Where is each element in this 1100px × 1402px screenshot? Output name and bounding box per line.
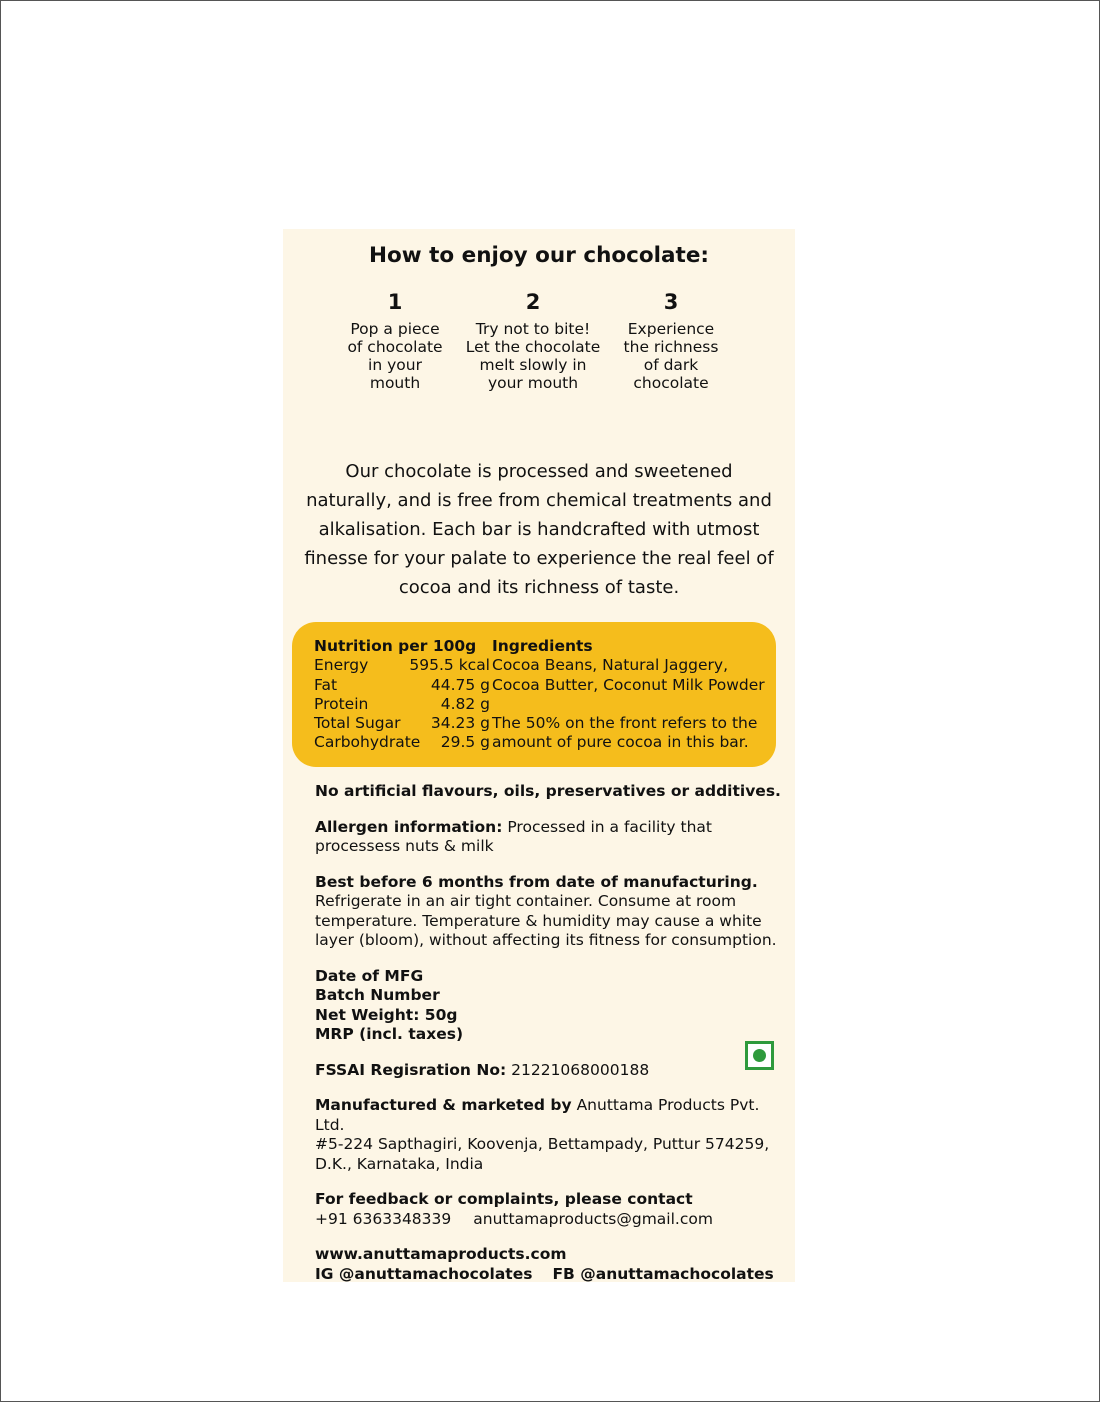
address-line: D.K., Karnataka, India	[315, 1154, 484, 1173]
step-line: Pop a piece	[350, 320, 440, 338]
spacer	[492, 695, 772, 714]
cocoa-note-line: amount of pure cocoa in this bar.	[492, 733, 749, 752]
intro-line: cocoa and its richness of taste.	[398, 577, 680, 598]
storage-line: Refrigerate in an air tight container. Consume at room	[315, 892, 737, 910]
step-line: in your	[368, 356, 422, 374]
step-number: 1	[387, 290, 403, 314]
step-line: Let the chocolate	[465, 338, 601, 356]
instagram-handle: IG @anuttamachocolates	[315, 1264, 533, 1283]
nutrition-row	[314, 714, 490, 733]
nutrient-value: 4.82 g	[440, 694, 490, 713]
heading: How to enjoy our chocolate:	[368, 243, 709, 268]
nutrient-name: Fat	[314, 675, 338, 694]
nutrient-name: Protein	[314, 694, 369, 713]
nutrient-value: 34.23 g	[430, 714, 490, 733]
fssai-label: FSSAI Regisration No:	[315, 1060, 507, 1079]
nutrition-table	[314, 637, 490, 753]
best-before: Best before 6 months from date of manufacturing.	[315, 872, 758, 891]
cocoa-note-line: The 50% on the front refers to the	[492, 714, 758, 733]
step-text	[320, 320, 470, 392]
nutrient-value: 595.5 kcal	[409, 656, 490, 675]
storage-line: layer (bloom), without affecting its fitness for consumption.	[315, 931, 777, 949]
step-line: mouth	[369, 374, 421, 392]
mrp: MRP (incl. taxes)	[315, 1025, 464, 1043]
step-line: your mouth	[487, 374, 579, 392]
intro-line: finesse for your palate to experience the real feel of	[304, 548, 774, 569]
batch-number: Batch Number	[315, 986, 440, 1004]
ingredients-line: Cocoa Beans, Natural Jaggery,	[492, 656, 729, 675]
intro-line: alkalisation. Each bar is handcrafted with utmost	[318, 519, 760, 540]
email-address: anuttamaproducts@gmail.com	[473, 1209, 713, 1228]
step-line: chocolate	[633, 374, 709, 392]
address-line: #5-224 Sapthagiri, Koovenja, Bettampady, Puttur 574259,	[315, 1135, 770, 1153]
vegetarian-mark-icon	[745, 1041, 774, 1070]
step-3	[596, 287, 746, 392]
step-line: of chocolate	[347, 338, 443, 356]
allergen-text: processess nuts & milk	[315, 837, 494, 855]
step-2	[458, 287, 608, 392]
manufacturer-label: Manufactured & marketed by	[315, 1096, 572, 1114]
manufacturer-info	[315, 1096, 785, 1174]
ingredients-section	[492, 637, 772, 753]
nutrition-title: Nutrition per 100g	[314, 637, 477, 655]
manufacturer-name: Anuttama Products Pvt. Ltd.	[315, 1096, 760, 1134]
website: www.anuttamaproducts.com	[315, 1245, 567, 1263]
nutrition-ingredients-box	[292, 622, 776, 767]
feedback-label: For feedback or complaints, please contact	[315, 1190, 693, 1208]
label-panel	[283, 229, 795, 1282]
allergen-label: Allergen information:	[315, 817, 503, 836]
step-number: 2	[525, 290, 541, 314]
product-fields	[315, 967, 785, 1045]
intro-line: Our chocolate is processed and sweetened	[345, 461, 733, 482]
veg-dot	[753, 1049, 766, 1062]
phone-number: +91 6363348339	[315, 1209, 452, 1228]
nutrient-value: 29.5 g	[440, 733, 490, 752]
intro-line: naturally, and is free from chemical treatments and	[306, 490, 772, 511]
no-artificial-note: No artificial flavours, oils, preservatives or additives.	[315, 782, 781, 800]
step-line: Try not to bite!	[475, 320, 591, 338]
step-text	[458, 320, 608, 392]
net-weight: Net Weight: 50g	[315, 1005, 458, 1024]
storage-info	[315, 873, 785, 951]
intro-paragraph	[293, 457, 785, 602]
nutrition-row	[314, 676, 490, 695]
nutrition-row	[314, 733, 490, 752]
nutrition-row	[314, 656, 490, 675]
allergen-info	[315, 818, 785, 857]
step-line: of dark	[643, 356, 699, 374]
ingredients-title: Ingredients	[492, 637, 593, 655]
feedback-info	[315, 1190, 785, 1229]
step-line: the richness	[623, 338, 719, 356]
facebook-handle: FB @anuttamachocolates	[552, 1264, 774, 1283]
step-text	[596, 320, 746, 392]
allergen-text: Processed in a facility that	[507, 817, 712, 836]
nutrient-name: Energy	[314, 656, 369, 675]
step-1	[320, 287, 470, 392]
fssai-info	[315, 1061, 785, 1081]
nutrient-value: 44.75 g	[430, 675, 490, 694]
social-info	[315, 1245, 785, 1284]
step-number: 3	[663, 290, 679, 314]
nutrient-name: Carbohydrate	[314, 733, 421, 752]
product-info	[315, 782, 785, 1300]
fssai-number: 21221068000188	[511, 1060, 650, 1079]
ingredients-line: Cocoa Butter, Coconut Milk Powder	[492, 675, 765, 694]
step-line: melt slowly in	[479, 356, 587, 374]
nutrient-name: Total Sugar	[314, 714, 401, 733]
step-line: Experience	[627, 320, 715, 338]
date-of-mfg: Date of MFG	[315, 966, 424, 985]
nutrition-row	[314, 695, 490, 714]
storage-line: temperature. Temperature & humidity may cause a white	[315, 911, 762, 930]
